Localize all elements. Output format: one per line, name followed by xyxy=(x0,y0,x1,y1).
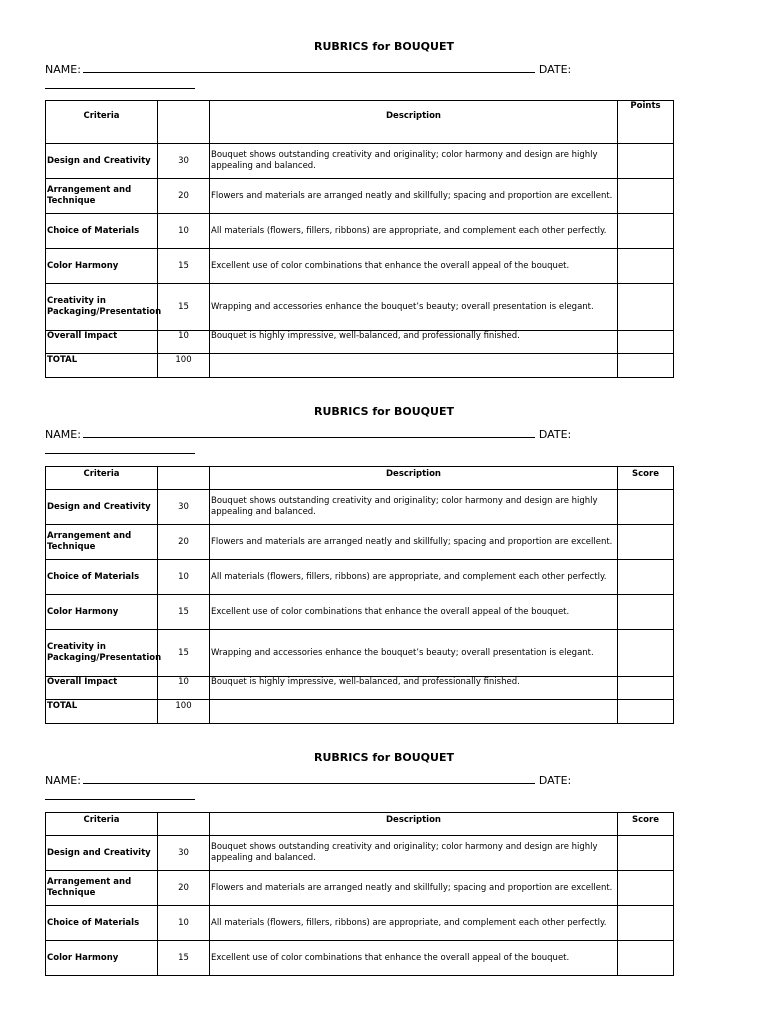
name-date-line xyxy=(45,63,571,76)
criteria-cell: Design and Creativity xyxy=(46,144,158,179)
description-cell: Bouquet shows outstanding creativity and originality; color harmony and design are highly appealing and balanced. xyxy=(210,836,618,871)
description-header: Description xyxy=(210,101,618,144)
rubric-title: RUBRICS for BOUQUET xyxy=(314,40,454,53)
name-field[interactable] xyxy=(83,63,535,73)
score-cell[interactable] xyxy=(618,490,674,525)
score-cell[interactable] xyxy=(618,284,674,331)
table-row xyxy=(46,906,674,941)
criteria-cell: Choice of Materials xyxy=(46,214,158,249)
table-row xyxy=(46,836,674,871)
points-cell: 10 xyxy=(158,560,210,595)
criteria-cell: Creativity in Packaging/Presentation xyxy=(46,630,158,677)
points-cell: 15 xyxy=(158,249,210,284)
table-row xyxy=(46,941,674,976)
name-label: NAME: xyxy=(45,428,81,441)
total-points: 100 xyxy=(158,354,210,378)
criteria-header: Criteria xyxy=(46,467,158,490)
date-label: DATE: xyxy=(538,63,572,76)
description-cell: Flowers and materials are arranged neatly and skillfully; spacing and proportion are excellent. xyxy=(210,179,618,214)
points-cell: 20 xyxy=(158,525,210,560)
description-header: Description xyxy=(210,813,618,836)
description-cell: Excellent use of color combinations that enhance the overall appeal of the bouquet. xyxy=(210,941,618,976)
criteria-cell: Arrangement and Technique xyxy=(46,179,158,214)
total-label: TOTAL xyxy=(46,354,158,378)
criteria-cell: Color Harmony xyxy=(46,595,158,630)
table-row xyxy=(46,214,674,249)
criteria-cell: Design and Creativity xyxy=(46,836,158,871)
total-description-cell xyxy=(210,700,618,724)
score-header: Score xyxy=(618,813,674,836)
description-cell: Bouquet shows outstanding creativity and originality; color harmony and design are highly appealing and balanced. xyxy=(210,144,618,179)
description-cell: All materials (flowers, fillers, ribbons) are appropriate, and complement each other perfectly. xyxy=(210,560,618,595)
description-cell: Wrapping and accessories enhance the bouquet’s beauty; overall presentation is elegant. xyxy=(210,630,618,677)
criteria-cell: Color Harmony xyxy=(46,941,158,976)
description-cell: Excellent use of color combinations that enhance the overall appeal of the bouquet. xyxy=(210,595,618,630)
criteria-cell: Overall Impact xyxy=(46,331,158,354)
points-cell: 10 xyxy=(158,677,210,700)
table-row xyxy=(46,284,674,331)
description-header: Description xyxy=(210,467,618,490)
score-cell[interactable] xyxy=(618,144,674,179)
criteria-cell: Design and Creativity xyxy=(46,490,158,525)
points-cell: 10 xyxy=(158,906,210,941)
points-cell: 10 xyxy=(158,331,210,354)
score-cell[interactable] xyxy=(618,836,674,871)
description-cell: All materials (flowers, fillers, ribbons) are appropriate, and complement each other perfectly. xyxy=(210,214,618,249)
table-row xyxy=(46,490,674,525)
table-row xyxy=(46,595,674,630)
description-cell: Bouquet shows outstanding creativity and originality; color harmony and design are highly appealing and balanced. xyxy=(210,490,618,525)
points-cell: 15 xyxy=(158,941,210,976)
description-cell: All materials (flowers, fillers, ribbons) are appropriate, and complement each other perfectly. xyxy=(210,906,618,941)
criteria-header: Criteria xyxy=(46,101,158,144)
rubric-title: RUBRICS for BOUQUET xyxy=(314,751,454,764)
score-cell[interactable] xyxy=(618,871,674,906)
name-date-line xyxy=(45,428,571,441)
total-description-cell xyxy=(210,354,618,378)
table-row xyxy=(46,560,674,595)
description-cell: Flowers and materials are arranged neatly and skillfully; spacing and proportion are excellent. xyxy=(210,871,618,906)
table-row xyxy=(46,249,674,284)
criteria-cell: Creativity in Packaging/Presentation xyxy=(46,284,158,331)
criteria-cell: Choice of Materials xyxy=(46,906,158,941)
table-row xyxy=(46,630,674,677)
total-points: 100 xyxy=(158,700,210,724)
criteria-cell: Color Harmony xyxy=(46,249,158,284)
points-cell: 15 xyxy=(158,595,210,630)
description-cell: Bouquet is highly impressive, well-balanced, and professionally finished. xyxy=(210,331,618,354)
criteria-cell: Choice of Materials xyxy=(46,560,158,595)
table-row xyxy=(46,179,674,214)
score-cell[interactable] xyxy=(618,677,674,700)
name-field[interactable] xyxy=(83,428,535,438)
points-cell: 10 xyxy=(158,214,210,249)
table-row xyxy=(46,871,674,906)
criteria-cell: Arrangement and Technique xyxy=(46,525,158,560)
points-cell: 15 xyxy=(158,284,210,331)
name-field[interactable] xyxy=(83,774,535,784)
points-header: Points xyxy=(618,101,674,144)
points-column-header xyxy=(158,467,210,490)
date-field[interactable] xyxy=(45,453,195,454)
points-cell: 30 xyxy=(158,490,210,525)
score-cell[interactable] xyxy=(618,630,674,677)
description-cell: Wrapping and accessories enhance the bouquet’s beauty; overall presentation is elegant. xyxy=(210,284,618,331)
score-header: Score xyxy=(618,467,674,490)
description-cell: Flowers and materials are arranged neatly and skillfully; spacing and proportion are excellent. xyxy=(210,525,618,560)
points-column-header xyxy=(158,813,210,836)
score-cell[interactable] xyxy=(618,214,674,249)
total-row xyxy=(46,700,674,724)
rubric-table xyxy=(45,466,674,724)
description-cell: Bouquet is highly impressive, well-balanced, and professionally finished. xyxy=(210,677,618,700)
rubric-title: RUBRICS for BOUQUET xyxy=(314,405,454,418)
rubric-table xyxy=(45,100,674,378)
date-field[interactable] xyxy=(45,88,195,89)
score-cell[interactable] xyxy=(618,595,674,630)
date-label: DATE: xyxy=(538,774,572,787)
points-column-header xyxy=(158,101,210,144)
total-score-cell[interactable] xyxy=(618,354,674,378)
criteria-header: Criteria xyxy=(46,813,158,836)
total-score-cell[interactable] xyxy=(618,700,674,724)
criteria-cell: Overall Impact xyxy=(46,677,158,700)
criteria-cell: Arrangement and Technique xyxy=(46,871,158,906)
points-cell: 15 xyxy=(158,630,210,677)
score-cell[interactable] xyxy=(618,179,674,214)
score-cell[interactable] xyxy=(618,249,674,284)
date-field[interactable] xyxy=(45,799,195,800)
score-cell[interactable] xyxy=(618,560,674,595)
description-cell: Excellent use of color combinations that enhance the overall appeal of the bouquet. xyxy=(210,249,618,284)
name-label: NAME: xyxy=(45,63,81,76)
date-label: DATE: xyxy=(538,428,572,441)
name-label: NAME: xyxy=(45,774,81,787)
total-row xyxy=(46,354,674,378)
table-row xyxy=(46,331,674,354)
table-row xyxy=(46,677,674,700)
points-cell: 30 xyxy=(158,836,210,871)
name-date-line xyxy=(45,774,571,787)
points-cell: 20 xyxy=(158,871,210,906)
rubric-table xyxy=(45,812,674,976)
table-row xyxy=(46,525,674,560)
points-cell: 30 xyxy=(158,144,210,179)
score-cell[interactable] xyxy=(618,906,674,941)
score-cell[interactable] xyxy=(618,331,674,354)
table-row xyxy=(46,144,674,179)
points-cell: 20 xyxy=(158,179,210,214)
total-label: TOTAL xyxy=(46,700,158,724)
score-cell[interactable] xyxy=(618,525,674,560)
score-cell[interactable] xyxy=(618,941,674,976)
